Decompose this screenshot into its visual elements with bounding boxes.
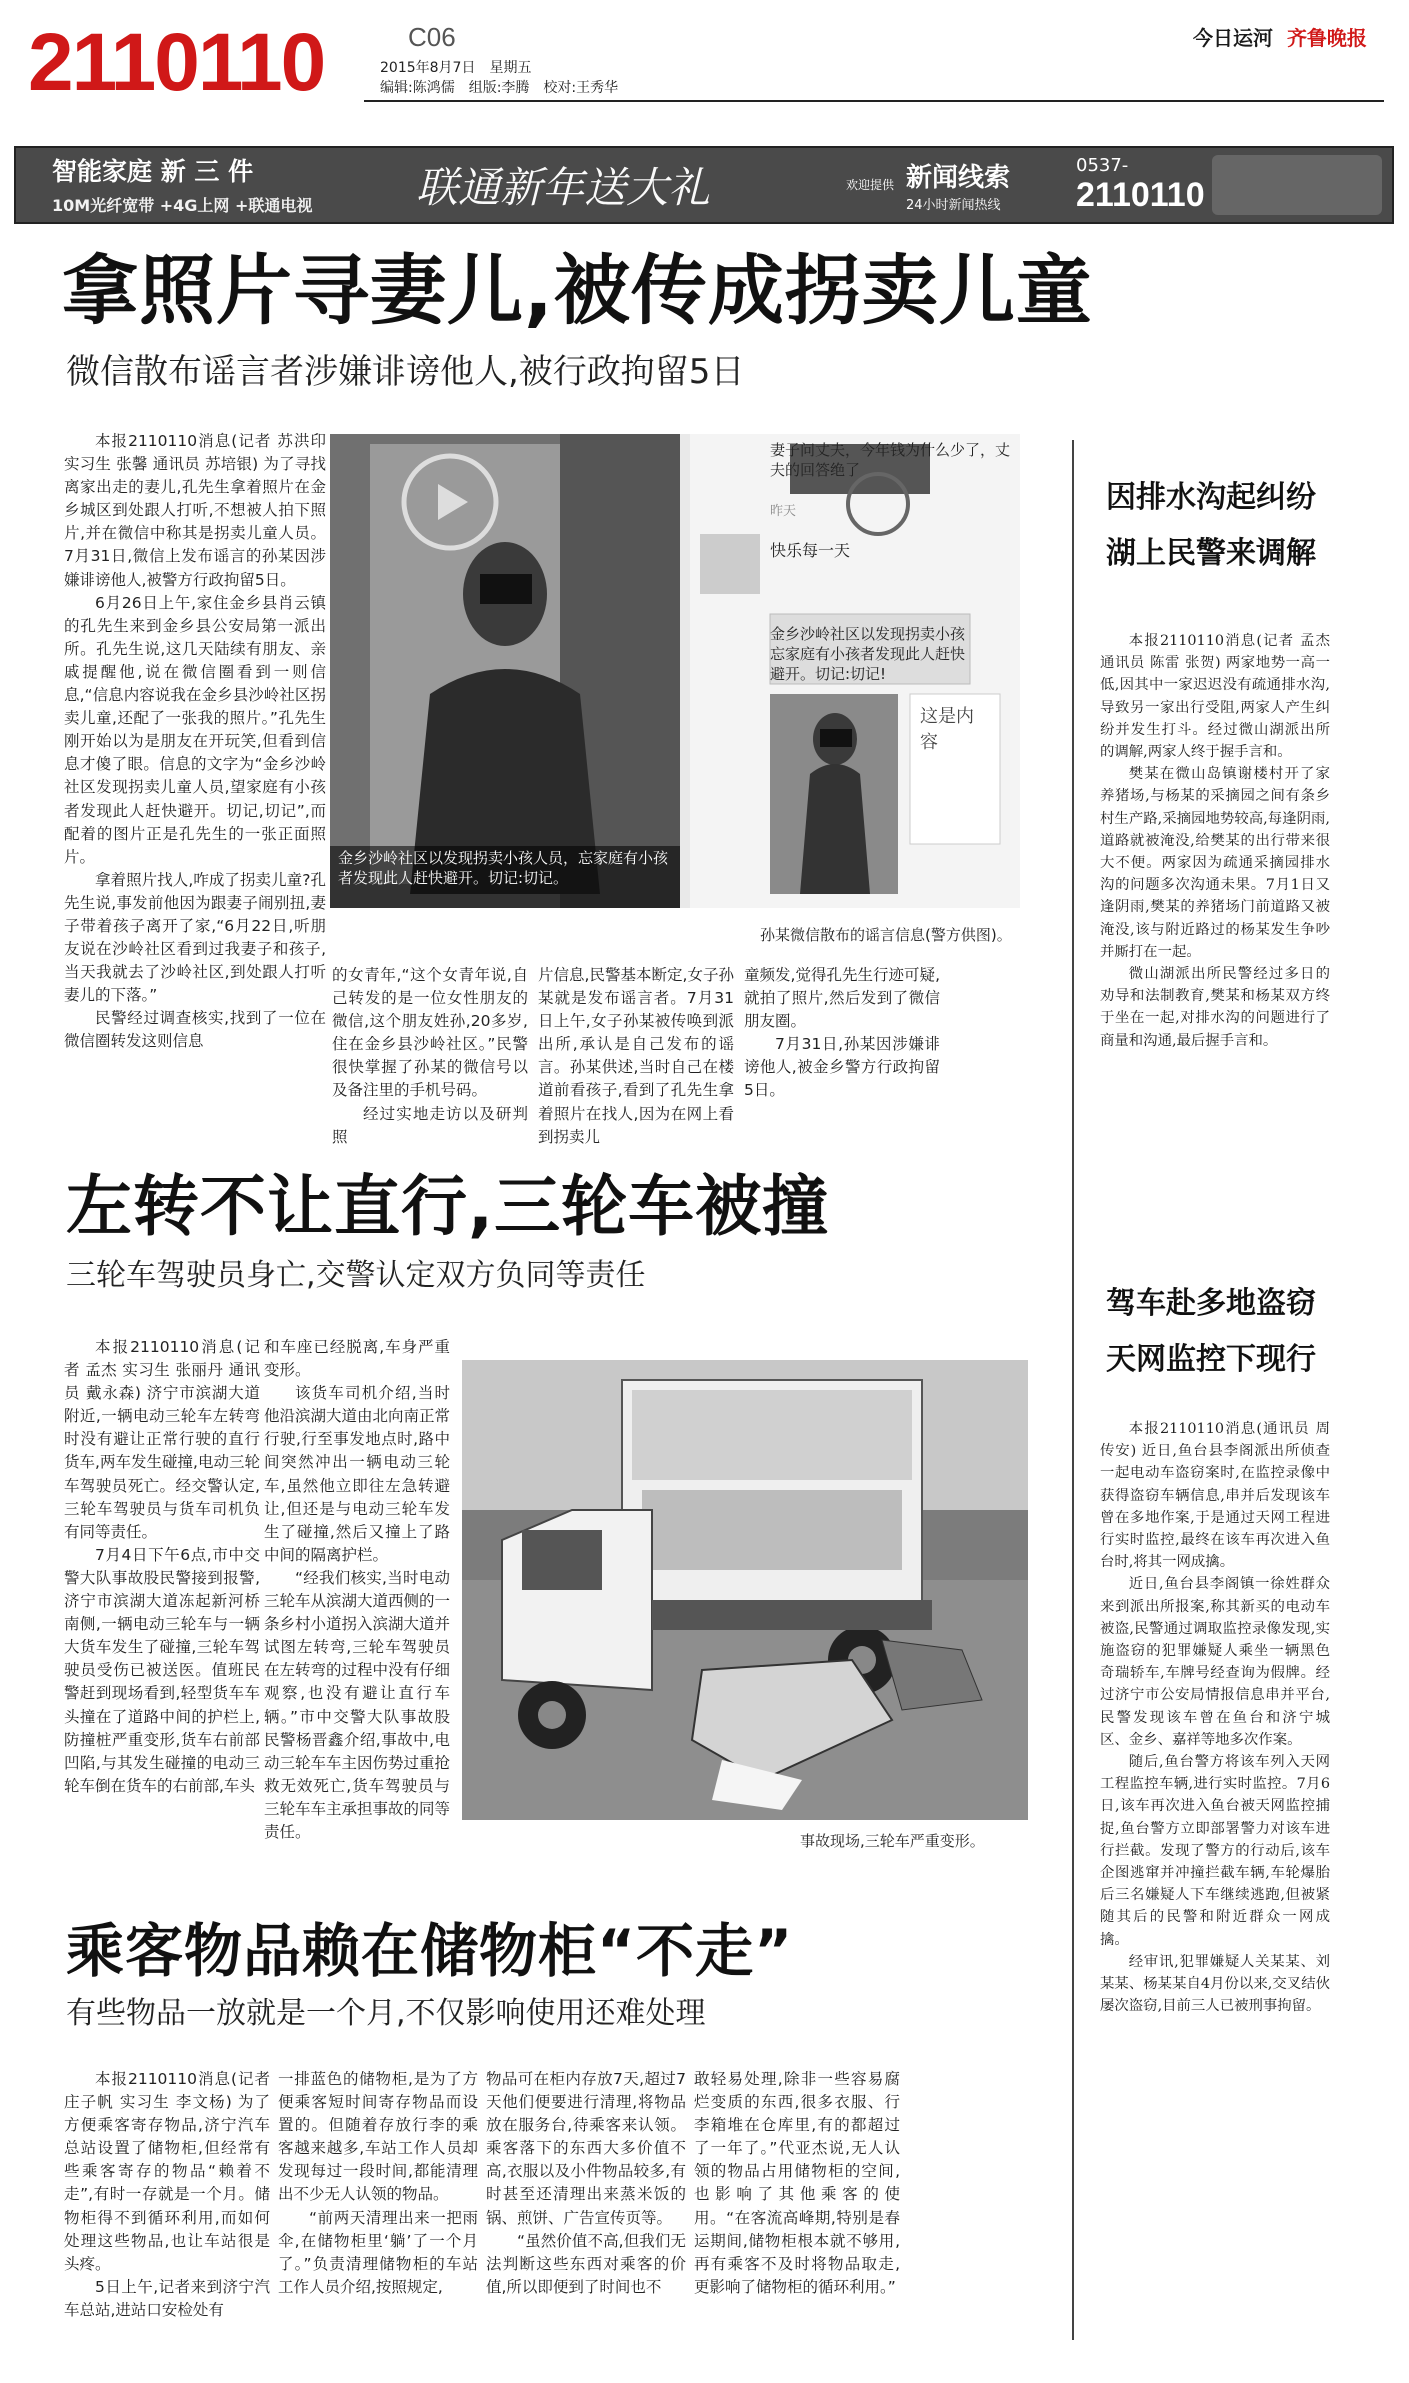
paragraph: 本报2110110消息(记者 孟杰 通讯员 陈雷 张贺) 两家地势一高一低,因其中一家迟迟没有疏通排水沟,导致另一家出行受阻,两家人产生纠纷并发生打斗。经过微山湖派出所的调解,两家人终于握手言和。 (1100, 633, 1330, 761)
section-name: 今日运河 (1193, 26, 1273, 50)
paragraph: 7月4日下午6点,市中交警大队事故股民警接到报警,济宁市滨湖大道冻起新河桥南侧,一辆电动三轮车与一辆大货车发生了碰撞,三轮车驾驶员受伤已被送医。值班民警赶到现场看到,轻型货车车头撞在了道路中间的护栏上,防撞桩严重变形,货车右前部凹陷,与其发生碰撞的电动三轮车倒在货车的右前部,车头 (64, 1545, 260, 1795)
photo-chat-text-3: 昨天 (770, 504, 797, 519)
paragraph: 片信息,民警基本断定,女子孙某就是发布谣言者。7月31日上午,女子孙某被传唤到派出所,承认是自己发布的谣言。孙某供述,当时自己在楼道前看孩子,看到了孔先生拿着照片在找人,因为在网上看到拐卖儿 (538, 966, 734, 1146)
paragraph: 民警经过调查核实,找到了一位在微信圈转发这则信息 (64, 1009, 326, 1051)
welcome-label: 欢迎提供 (846, 178, 895, 192)
ad-title: 智能家庭 新 三 件 (52, 156, 254, 186)
photo-chat-text-4: 这是内容 (920, 706, 974, 753)
header-rule (364, 100, 1384, 102)
ad-block (16, 155, 376, 216)
story3-col2 (278, 2068, 478, 2368)
story3-col4 (694, 2068, 900, 2368)
story1-headline: 拿照片寻妻儿,被传成拐卖儿童 (62, 246, 1093, 335)
paragraph: 拿着照片找人,咋成了拐卖儿童?孔先生说,事发前他因为跟妻子闹别扭,妻子带着孩子离开了家,“6月22日,听朋友说在沙岭社区看到过我妻子和孩子,当天我就去了沙岭社区,到处跟人打听妻儿的下落。” (64, 870, 326, 1005)
hotline-number: 2110110 (28, 17, 325, 108)
story1-caption: 孙某微信散布的谣言信息(警方供图)。 (760, 926, 1012, 944)
paragraph: “经我们核实,当时电动三轮车从滨湖大道西侧的一条乡村小道拐入滨湖大道并试图左转弯,三轮车驾驶员在左转弯的过程中没有仔细观察,也没有避让直行车辆。”市中交警大队事故股民警杨晋鑫介绍,事故中,电动三轮车车主因伤势过重抢救无效死亡,货车驾驶员与三轮车车主承担事故的同等责任。 (264, 1568, 451, 1841)
story3-subheadline: 有些物品一放就是一个月,不仅影响使用还难处理 (66, 1996, 706, 2031)
story1-col3 (538, 964, 734, 1146)
header-info (380, 58, 618, 98)
story1-col1 (64, 430, 326, 1115)
story1-subheadline: 微信散布谣言者涉嫌诽谤他人,被行政拘留5日 (66, 352, 745, 392)
side2-headline-1: 驾车赴多地盗窃 (1106, 1286, 1316, 1321)
story2-col2 (264, 1336, 450, 1881)
paragraph: 5日上午,记者来到济宁汽车总站,进站口安检处有 (64, 2277, 270, 2319)
side1-headline-1: 因排水沟起纠纷 (1106, 480, 1316, 515)
side2-headline-2: 天网监控下现行 (1106, 1342, 1316, 1377)
news-tip-block (906, 157, 1066, 213)
paragraph: 本报2110110消息(记者 苏洪印 实习生 张馨 通讯员 苏培银) 为了寻找离家出走的妻儿,孔先生拿着照片在金乡城区到处跟人打听,不想被人拍下照片,并在微信中称其是拐卖儿童人员。7月31日,微信上发布谣言的孙某因涉嫌诽谤他人,被警方行政拘留5日。 (64, 432, 326, 589)
accident-scene-image (462, 1360, 1028, 1820)
news-tip-label: 新闻线索 (906, 163, 1011, 193)
photo-overlay-text-2: 金乡沙岭社区以发现拐卖小孩忘家庭有小孩者发现此人赶快避开。切记:切记! (770, 625, 966, 683)
side1-body (1100, 630, 1330, 1190)
paragraph: 童频发,觉得孔先生行迹可疑,就拍了照片,然后发到了微信朋友圈。 (744, 966, 940, 1031)
photo-overlay-text-1: 金乡沙岭社区以发现拐卖小孩人员，忘家庭有小孩者发现此人赶快避开。切记:切记。 (338, 849, 669, 887)
story3-col3 (486, 2068, 686, 2368)
paragraph: 本报2110110消息(记者 孟杰 实习生 张丽丹 通讯员 戴永森) 济宁市滨湖大道附近,一辆电动三轮车左转弯时没有避让正常行驶的直行货车,两车发生碰撞,电动三轮车驾驶员死亡。经交警认定,三轮车驾驶员与货车司机负有同等责任。 (64, 1338, 260, 1541)
paragraph: 的女青年,“这个女青年说,自己转发的是一位女性朋友的微信,这个朋友姓孙,20多岁,住在金乡县沙岭社区。”民警很快掌握了孙某的微信号以及备注里的手机号码。 (332, 966, 528, 1100)
sidebar-divider (1072, 440, 1074, 2340)
story1-photo (330, 434, 1020, 908)
paragraph: 本报2110110消息(通讯员 周传安) 近日,鱼台县李阁派出所侦查一起电动车盗窃案时,在监控录像中获得盗窃车辆信息,串并后发现该车曾在多地作案,于是通过天网工程进行实时监控,最终在该车再次进入鱼台时,将其一网成擒。 (1100, 1421, 1330, 1571)
date-line: 2015年8月7日 星期五 (380, 60, 532, 76)
masthead-corner (1193, 22, 1367, 51)
photo-chat-text-2: 快乐每一天 (770, 541, 851, 560)
paragraph: 经过实地走访以及研判照 (332, 1104, 528, 1146)
paragraph: 近日,鱼台县李阁镇一徐姓群众来到派出所报案,称其新买的电动车被盗,民警通过调取监控录像发现,实施盗窃的犯罪嫌疑人乘坐一辆黑色奇瑞轿车,车牌号经查询为假牌。经过济宁市公安局情报信息串并平台,民警发现该车曾在鱼台和济宁城区、金乡、嘉祥等地多次作案。 (1100, 1576, 1330, 1748)
paragraph: 和车座已经脱离,车身严重变形。 (264, 1338, 450, 1380)
paragraph: 本报2110110消息(记者 庄子帆 实习生 李文杨) 为了方便乘客寄存物品,济宁汽车总站设置了储物柜,但经常有些乘客寄存的物品“赖着不走”,有时一存就是一个月。储物柜得不到循环利用,而如何处理这些物品,也让车站很是头疼。 (64, 2070, 270, 2273)
page-number: C06 (408, 22, 456, 52)
story2-photo (462, 1360, 1028, 1820)
story2-caption: 事故现场,三轮车严重变形。 (800, 1832, 985, 1850)
story2-col1 (64, 1336, 260, 1881)
devices-image (1212, 155, 1382, 215)
paragraph: 樊某在微山岛镇谢楼村开了家养猪场,与杨某的采摘园之间有条乡村生产路,采摘园地势较高,每逢阴雨,道路就被淹没,给樊某的出行带来很大不便。两家因为疏通采摘园排水沟的问题多次沟通未果。7月1日又逢阴雨,樊某的养猪场门前道路又被淹没,该与附近路过的杨某发生争吵并厮打在一起。 (1100, 766, 1330, 960)
paragraph: “虽然价值不高,但我们无法判断这些东西对乘客的价值,所以即便到了时间也不 (486, 2231, 686, 2296)
hotline-label: 24小时新闻热线 (906, 198, 1001, 213)
paragraph: 7月31日,孙某因涉嫌诽谤他人,被金乡警方行政拘留5日。 (744, 1035, 940, 1100)
photo-chat-text-1: 妻子问丈夫，今年钱为什么少了，丈夫的回答绝了 (770, 441, 1011, 479)
phone-block (1066, 155, 1205, 215)
paragraph: 微山湖派出所民警经过多日的劝导和法制教育,樊某和杨某双方终于坐在一起,对排水沟的问题进行了商量和沟通,最后握手言和。 (1100, 966, 1330, 1049)
paragraph: 敢轻易处理,除非一些容易腐烂变质的东西,很多衣服、行李箱堆在仓库里,有的都超过了一年了。”代亚杰说,无人认领的物品占用储物柜的空间,也影响了其他乘客的使用。“在客流高峰期,特别是春运期间,储物柜根本就不够用,再有乘客不及时将物品取走,更影响了储物柜的循环利用。” (694, 2070, 900, 2296)
phone-prefix: 0537- (1076, 155, 1129, 176)
story3-col1 (64, 2068, 270, 2368)
phone-number: 2110110 (1076, 176, 1205, 214)
story2-subheadline: 三轮车驾驶员身亡,交警认定双方负同等责任 (66, 1258, 646, 1293)
side1-headline-2: 湖上民警来调解 (1106, 536, 1316, 571)
banner-ad (14, 146, 1394, 224)
paragraph: “前两天清理出来一把雨伞,在储物柜里‘躺’了一个月了。”负责清理储物柜的车站工作人员介绍,按照规定, (278, 2208, 478, 2296)
ad-subtitle: 10M光纤宽带 +4G上网 +联通电视 (52, 195, 313, 215)
paragraph: 6月26日上午,家住金乡县肖云镇的孔先生来到金乡县公安局第一派出所。孔先生说,这几天陆续有朋友、亲戚提醒他,说在微信圈看到一则信息,“信息内容说我在金乡县沙岭社区拐卖儿童,还配了一张我的照片。”孔先生刚开始以为是朋友在开玩笑,但看到信息才傻了眼。信息的文字为“金乡沙岭社区发现拐卖儿童人员,望家庭有小孩者发现此人赶快避开。切记,切记”,而配着的图片正是孔先生的一张正面照片。 (64, 593, 326, 866)
story1-col2 (332, 964, 528, 1146)
story1-col4 (744, 964, 940, 1114)
ad-slogan: 联通新年送大礼 (416, 163, 711, 212)
editors-line: 编辑:陈鸿儒 组版:李腾 校对:王秀华 (380, 80, 619, 96)
paragraph: 物品可在柜内存放7天,超过7天他们便要进行清理,将物品放在服务台,待乘客来认领。乘客落下的东西大多价值不高,衣服以及小件物品较多,有时甚至还清理出来蒸米饭的锅、煎饼、广告宣传页等。 (486, 2070, 686, 2227)
paragraph: 随后,鱼台警方将该车列入天网工程监控车辆,进行实时监控。7月6日,该车再次进入鱼台被天网监控捕捉,鱼台警方立即部署警力对该车进行拦截。发现了警方的行动后,该车企图逃窜并冲撞拦截车辆,车轮爆胎后三名嫌疑人下车继续逃跑,但被紧随其后的民警和附近群众一网成擒。 (1100, 1754, 1330, 1948)
side2-body (1100, 1418, 1330, 2368)
paragraph: 一排蓝色的储物柜,是为了方便乘客短时间寄存物品而设置的。但随着存放行李的乘客越来越多,车站工作人员却发现每过一段时间,都能清理出不少无人认领的物品。 (278, 2070, 478, 2204)
newspaper-logo: 齐鲁晚报 (1286, 26, 1367, 50)
paragraph: 该货车司机介绍,当时他沿滨湖大道由北向南正常行驶,行至事发地点时,路中间突然冲出一辆电动三轮车,虽然他立即往左急转避让,但还是与电动三轮车发生了碰撞,然后又撞上了路中间的隔离护栏。 (264, 1384, 451, 1564)
story3-headline: 乘客物品赖在储物柜“不走” (66, 1917, 794, 1985)
story2-headline: 左转不让直行,三轮车被撞 (66, 1168, 830, 1245)
paragraph: 经审讯,犯罪嫌疑人关某某、刘某某、杨某某自4月份以来,交叉结伙屡次盗窃,目前三人已被刑事拘留。 (1100, 1953, 1330, 2015)
